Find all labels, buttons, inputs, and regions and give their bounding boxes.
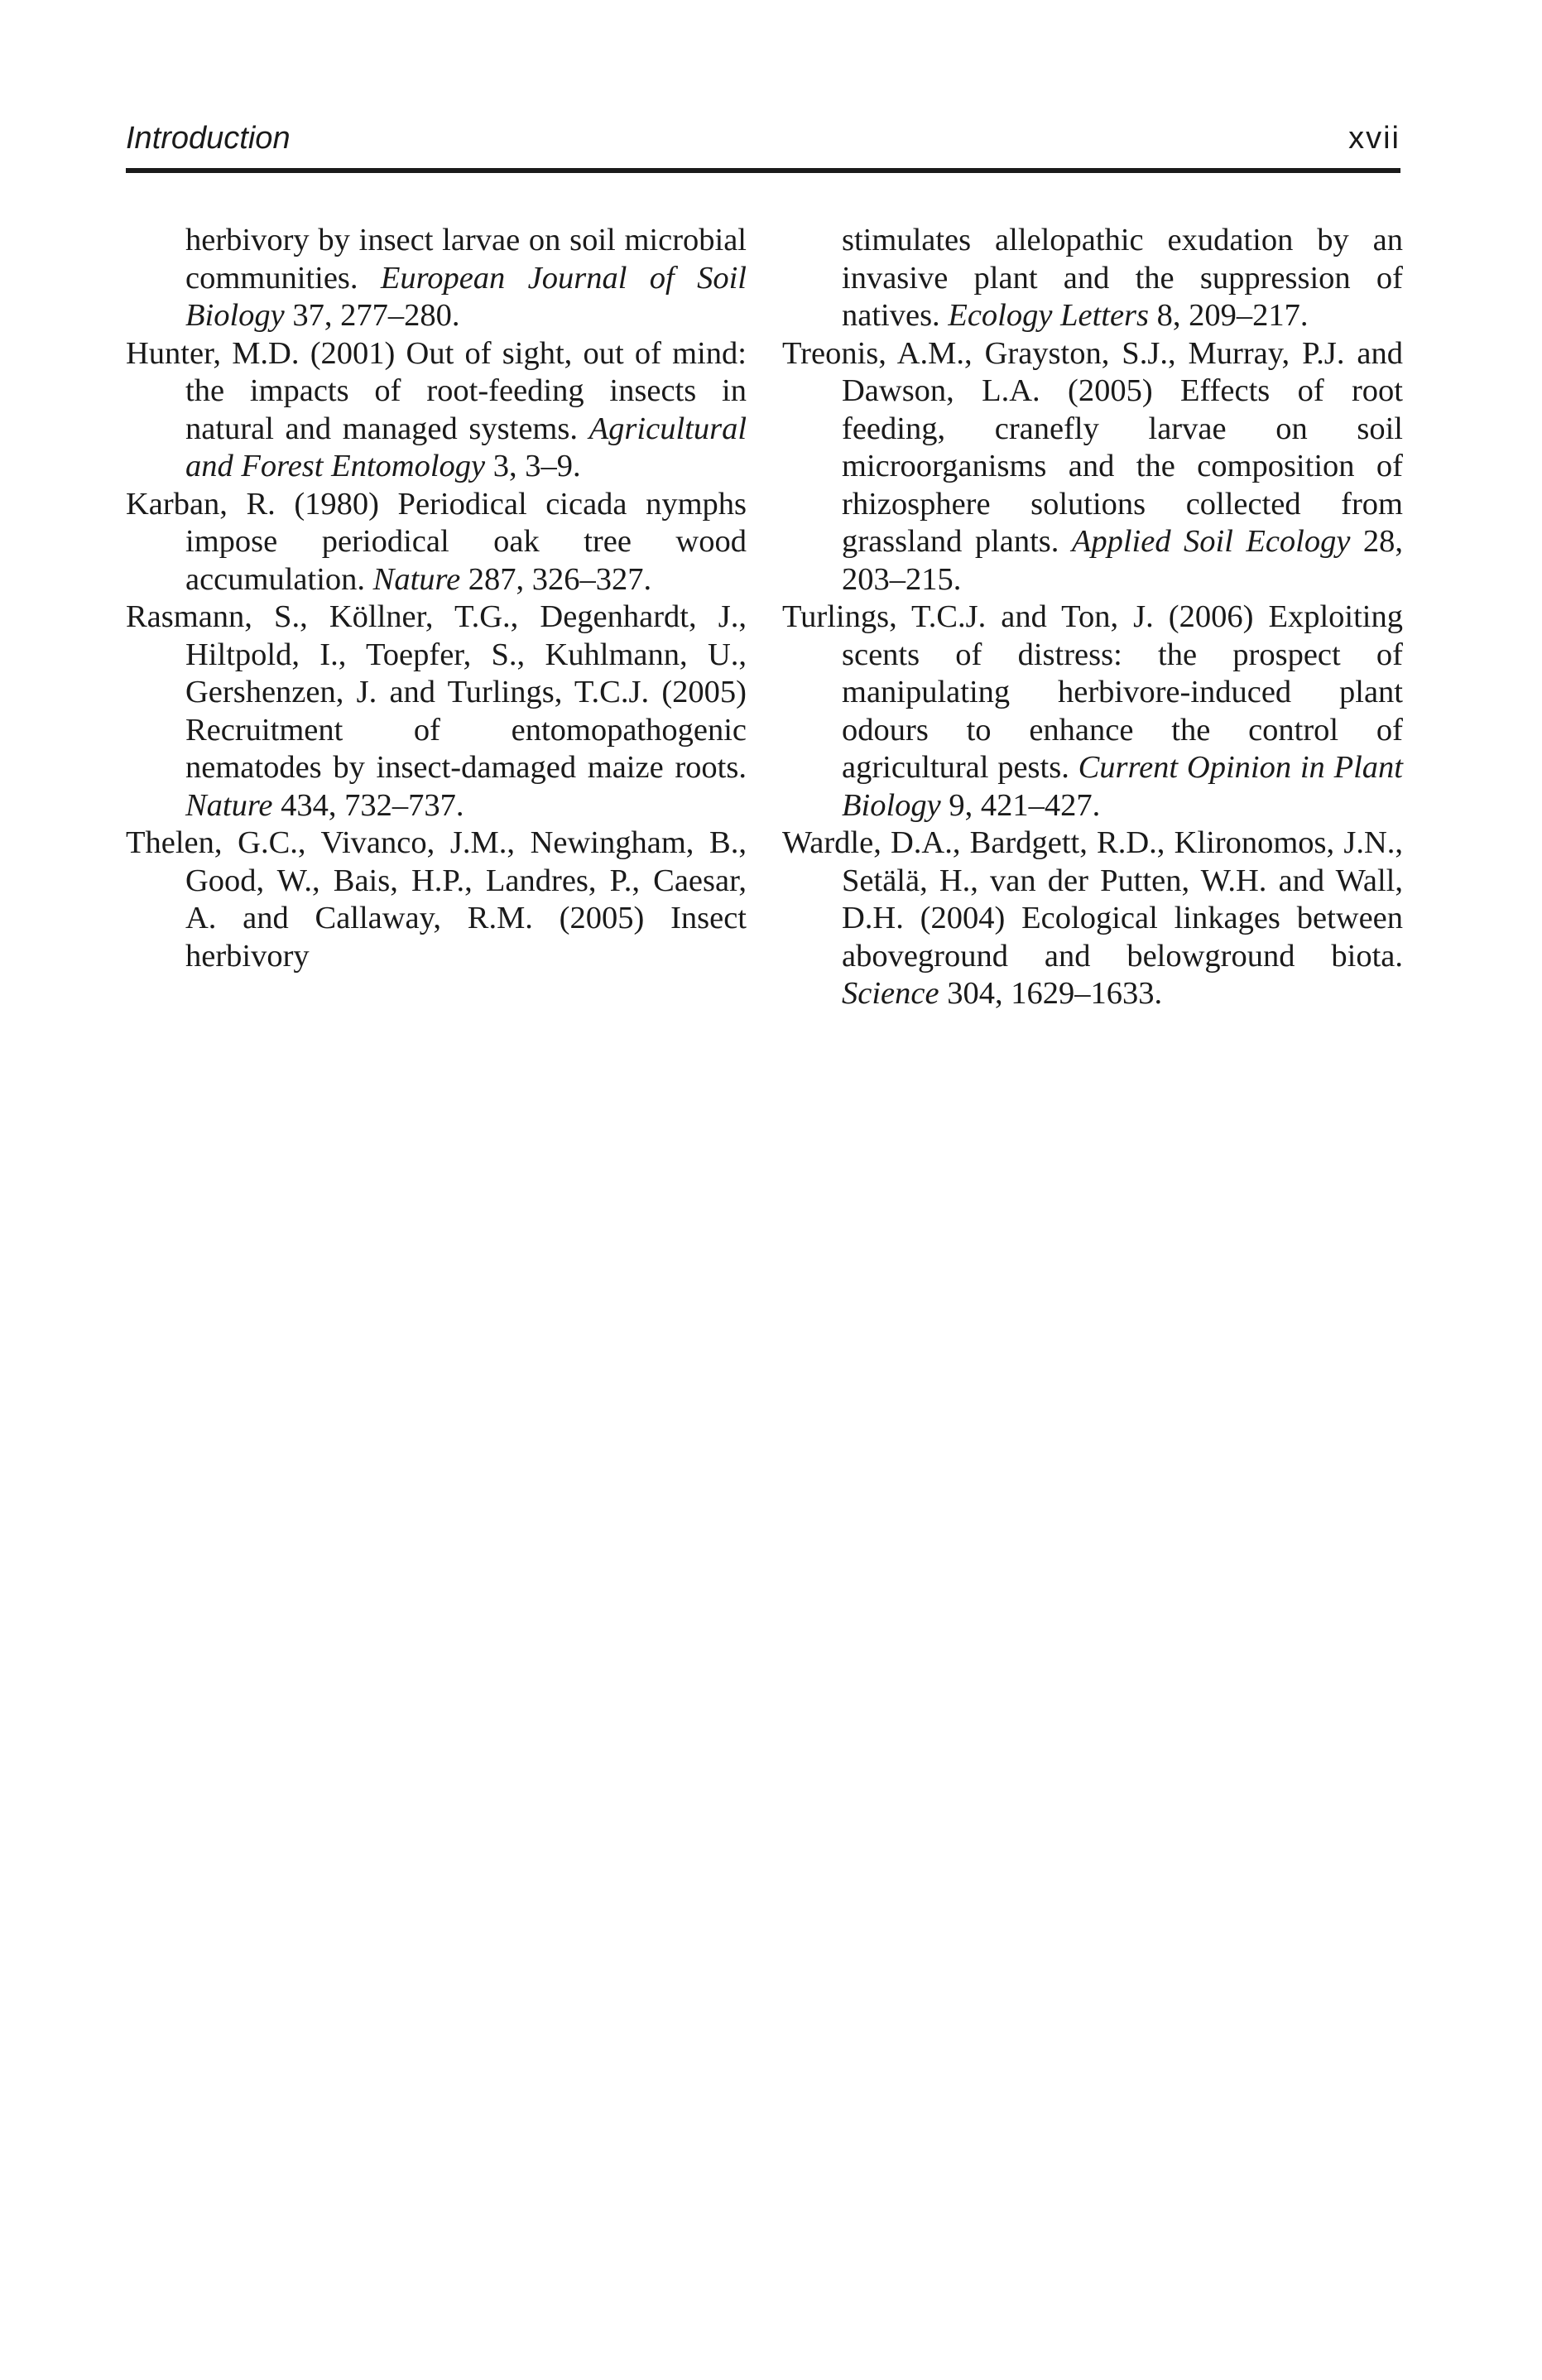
reference-entry: Hunter, M.D. (2001) Out of sight, out of mind: the impacts of root-feeding insects in natural and managed systems. Agricultural and Forest Entomology 3, 3–9.: [126, 335, 747, 483]
reference-entry: herbivory by insect larvae on soil microbial communities. European Journal of Soil Biology 37, 277–280.: [185, 223, 747, 333]
reference-entry: Turlings, T.C.J. and Ton, J. (2006) Exploiting scents of distress: the prospect of manipulating herbivore-induced plant odours to enhance the control of agricultural pests. Current Opinion in Plant Biology 9, 421–427.: [782, 599, 1403, 823]
reference-entry: Thelen, G.C., Vivanco, J.M., Newingham, B., Good, W., Bais, H.P., Landres, P., Caesar, A. and Callaway, R.M. (2005) Insect herbivory: [126, 825, 747, 974]
references-right-column: [782, 222, 1403, 1013]
section-title: Introduction: [126, 121, 291, 156]
header-rule: [126, 168, 1400, 173]
running-header: [126, 116, 1400, 174]
reference-entry: Treonis, A.M., Grayston, S.J., Murray, P.J. and Dawson, L.A. (2005) Effects of root feeding, cranefly larvae on soil microorganisms and the composition of rhizosphere solutions collected from grassland plants. Applied Soil Ecology 28, 203–215.: [782, 335, 1404, 597]
reference-entry: Wardle, D.A., Bardgett, R.D., Klironomos, J.N., Setälä, H., van der Putten, W.H. and Wall, D.H. (2004) Ecological linkages between aboveground and belowground biota. Science 304, 1629–1633.: [782, 825, 1403, 1011]
reference-entry: Rasmann, S., Köllner, T.G., Degenhardt, J., Hiltpold, I., Toepfer, S., Kuhlmann, U., Gershenzen, J. and Turlings, T.C.J. (2005) Recruitment of entomopathogenic nematodes by insect-damaged maize roots. Nature 434, 732–737.: [126, 599, 747, 823]
reference-entry: stimulates allelopathic exudation by an invasive plant and the suppression of natives. Ecology Letters 8, 209–217.: [842, 223, 1403, 333]
page-number: xvii: [1348, 121, 1400, 156]
reference-entry: Karban, R. (1980) Periodical cicada nymphs impose periodical oak tree wood accumulation. Nature 287, 326–327.: [126, 486, 747, 597]
references-left-column: [126, 222, 747, 975]
